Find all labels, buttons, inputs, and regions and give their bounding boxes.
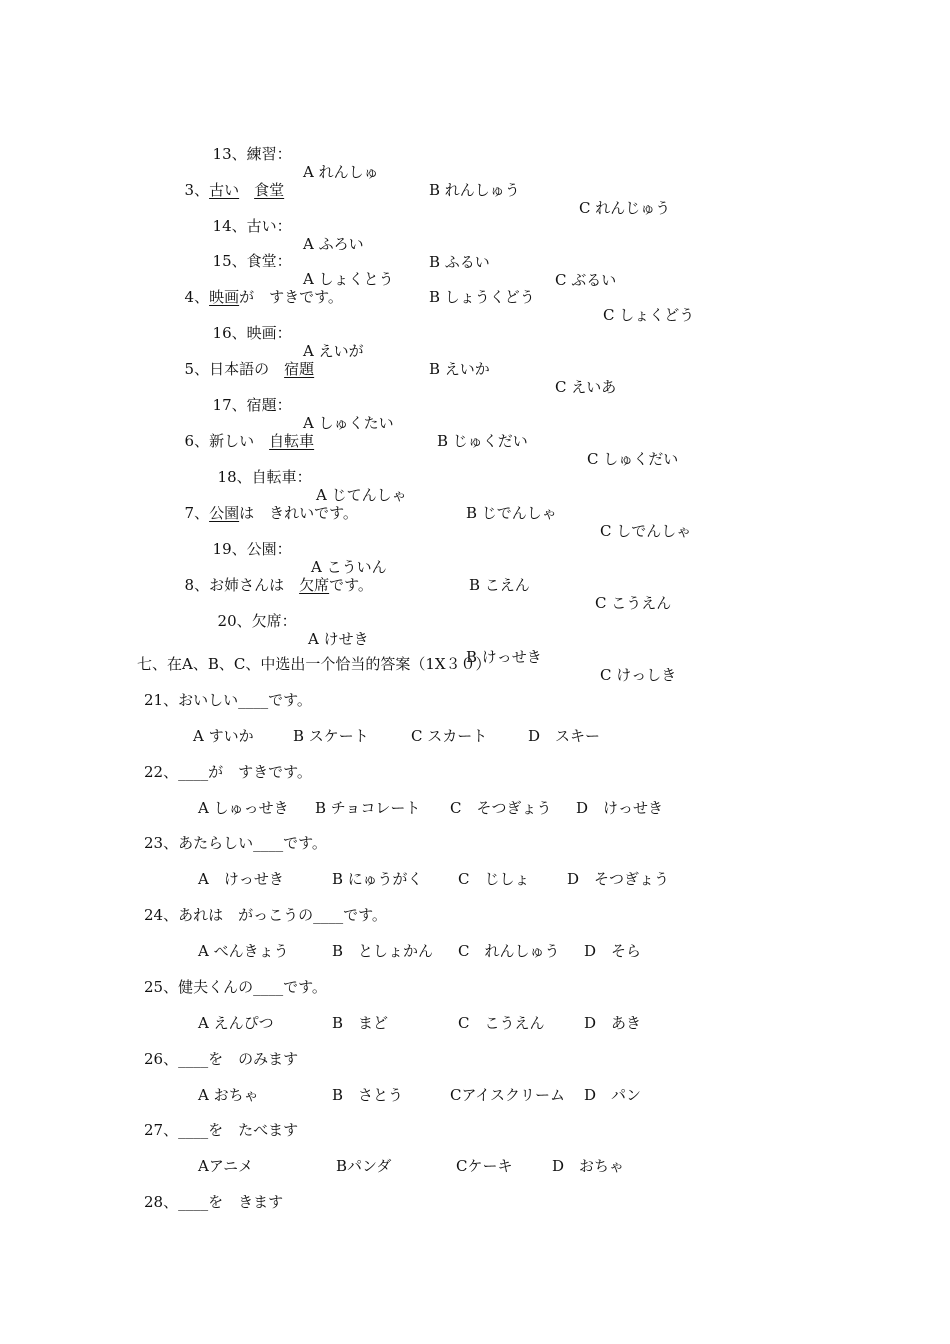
option-b: B じゅくだい [437, 432, 528, 450]
question-stem: 24、あれは がっこうの____です。 [144, 906, 387, 924]
answer-option-c: C そつぎょう [450, 799, 552, 817]
option-c: C れんじゅう [579, 199, 671, 217]
answer-option-a: A べんきょう [198, 942, 289, 960]
answer-option-c: C こうえん [458, 1014, 545, 1032]
question-stem: 26、____を のみます [144, 1050, 299, 1068]
option-a: A えいが [303, 342, 364, 360]
option-a: A ふろい [303, 235, 364, 253]
underlined-word: 自転車 [269, 432, 315, 450]
question-number: 20、欠席： [217, 612, 297, 630]
answer-option-c: C スカート [411, 727, 488, 745]
answer-option-a: A けっせき [198, 870, 284, 888]
question-number: 19、公園： [212, 540, 292, 558]
option-a: A けせき [308, 630, 369, 648]
sentence-prefix: 6、新しい [184, 432, 255, 450]
question-number: 18、自転車： [217, 468, 312, 486]
option-a: A こういん [311, 558, 387, 576]
answer-option-c: Cケーキ [456, 1157, 513, 1175]
question-number: 16、映画： [212, 324, 292, 342]
sentence-number: 3、 [184, 181, 210, 199]
answer-option-b: B としょかん [332, 942, 434, 960]
underlined-word: 欠席 [299, 576, 330, 594]
option-c: C ぶるい [555, 271, 617, 289]
answer-option-d: D そつぎょう [567, 870, 670, 888]
answer-option-d: D そら [584, 942, 642, 960]
underlined-word: 映画 [209, 288, 240, 306]
answer-option-c: C れんしゅう [458, 942, 560, 960]
answer-option-a: A しゅっせき [198, 799, 289, 817]
answer-option-b: B スケート [293, 727, 369, 745]
sentence-5 [175, 342, 314, 378]
underlined-word: 宿題 [284, 360, 315, 378]
answer-option-d: D スキー [528, 727, 601, 745]
option-b: B ふるい [429, 253, 490, 271]
section-heading: 七、在A、B、C、中选出一个恰当的答案（1X３０） [137, 655, 491, 673]
option-a: A しゅくたい [303, 414, 394, 432]
answer-option-d: D パン [584, 1086, 642, 1104]
option-b: B れんしゅう [429, 181, 520, 199]
question-number: 15、食堂： [212, 252, 292, 270]
answer-option-d: D けっせき [576, 799, 664, 817]
sentence-prefix: 5、日本語の [184, 360, 270, 378]
question-stem: 21、おいしい____です。 [144, 691, 312, 709]
sentence-prefix: 8、お姉さんは [184, 576, 285, 594]
option-c: C けっしき [600, 666, 677, 684]
underlined-word: 古い [209, 181, 240, 199]
option-a: A じてんしゃ [316, 486, 407, 504]
question-number: 14、古い： [212, 217, 292, 235]
answer-option-a: A えんぴつ [198, 1014, 274, 1032]
option-a: A しょくとう [303, 270, 394, 288]
answer-option-b: B チョコレート [315, 799, 421, 817]
answer-option-b: B さとう [332, 1086, 404, 1104]
question-stem: 27、____を たべます [144, 1121, 299, 1139]
question-stem: 23、あたらしい____です。 [144, 834, 327, 852]
option-a: A れんしゅ [303, 163, 379, 181]
option-c: C こうえん [595, 594, 672, 612]
option-b: B しょうくどう [429, 288, 535, 306]
underlined-word: 食堂 [254, 181, 285, 199]
answer-option-d: D おちゃ [552, 1157, 625, 1175]
sentence-rest: です。 [329, 576, 373, 594]
answer-option-a: A おちゃ [198, 1086, 259, 1104]
sentence-6 [175, 414, 314, 450]
option-b: B けっせき [466, 648, 542, 666]
sentence-rest: は きれいです。 [239, 504, 358, 522]
sentence-7 [175, 486, 358, 522]
answer-option-a: A すいか [193, 727, 254, 745]
sentence-4 [175, 270, 343, 306]
sentence-number: 7、 [184, 504, 210, 522]
answer-option-a: Aアニメ [198, 1157, 254, 1175]
option-b: B じでんしゃ [466, 504, 557, 522]
option-b: B こえん [469, 576, 530, 594]
answer-option-c: C じしょ [458, 870, 530, 888]
option-b: B えいか [429, 360, 490, 378]
answer-option-c: Cアイスクリーム [450, 1086, 565, 1104]
sentence-number: 4、 [184, 288, 210, 306]
sentence-8 [175, 558, 373, 594]
answer-option-b: B にゅうがく [332, 870, 423, 888]
sentence-3 [175, 163, 284, 199]
answer-option-b: B まど [332, 1014, 389, 1032]
answer-option-b: Bパンダ [336, 1157, 392, 1175]
question-number: 13、練習： [212, 145, 292, 163]
question-stem: 28、____を きます [144, 1193, 284, 1211]
option-c: C しゅくだい [587, 450, 679, 468]
option-c: C しでんしゃ [600, 522, 692, 540]
underlined-word: 公園 [209, 504, 240, 522]
answer-option-d: D あき [584, 1014, 642, 1032]
option-c: C しょくどう [603, 306, 695, 324]
question-number: 17、宿題： [212, 396, 292, 414]
option-c: C えいあ [555, 378, 617, 396]
question-stem: 22、____が すきです。 [144, 763, 312, 781]
question-stem: 25、健夫くんの____です。 [144, 978, 327, 996]
sentence-rest: が すきです。 [239, 288, 343, 306]
